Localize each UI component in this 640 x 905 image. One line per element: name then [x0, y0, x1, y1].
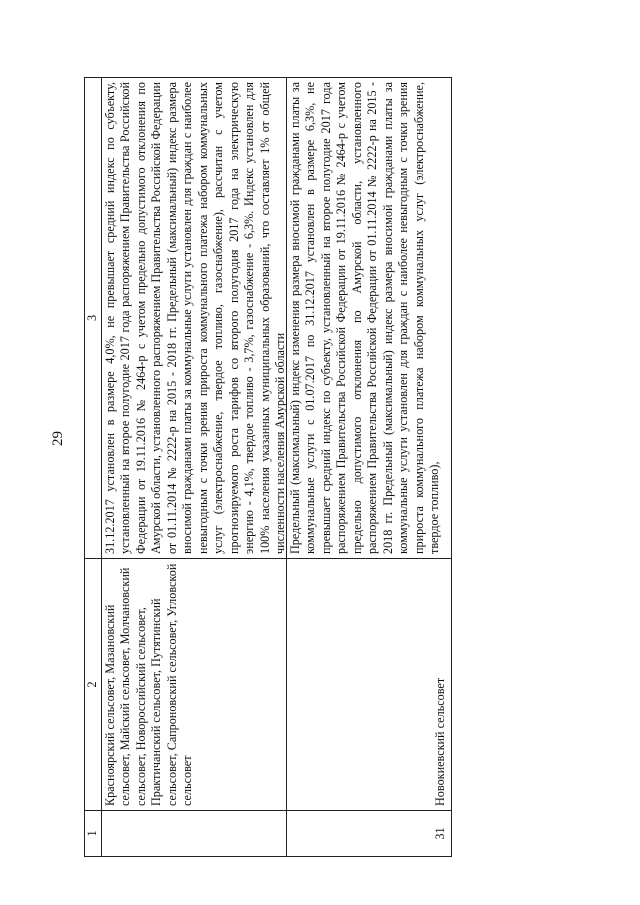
- index-description: [101, 78, 286, 559]
- settlement-names: Красноярский сельсовет, Мазановский сельсовет, Майский сельсовет, Молчановский сельсовет, Новороссийский сельсовет, Практичанский сельсовет, Путятинский сельсовет, Сапроновский сельсовет, Угловской сельсовет: [101, 559, 286, 811]
- indices-table: [84, 77, 452, 857]
- row-number: 31: [286, 811, 451, 857]
- index-description-text: Предельный (максимальный) индекс изменения размера вносимой гражданами платы за коммунальные услуги с 01.07.2017 по 31.12.2017 установлен в размере 6,3%, не превышает средний индекс по субъекту, установленный на второе полугодие 2017 года распоряжением Правительства Российской Федерации от 19.11.2016 № 2464-р с учетом предельно допустимого отклонения по Амурской области, установленного распоряжением Правительства Российской Федерации от 01.11.2014 № 2222-р на 2015 - 2018 гг. Предельный (максимальный) индекс размера вносимой гражданами платы за коммунальные услуги установлен для граждан с наиболее невыгодным с точки зрения прироста коммунального платежа набором коммунальных услуг (электроснабжение, твердое топливо),: [287, 82, 441, 554]
- row-number: [101, 811, 286, 857]
- index-description: [286, 78, 451, 559]
- table-header-row: [85, 78, 102, 857]
- table-row: [101, 78, 286, 857]
- header-col-3: 3: [85, 78, 102, 559]
- page-number: 29: [50, 431, 66, 446]
- settlement-names: Новокиевский сельсовет: [286, 559, 451, 811]
- index-description-text: 31.12.2017 установлен в размере 4,0%, не превышает средний индекс по субъекту, установленный на второе полугодие 2017 года распоряжением Правительства Российской Федерации от 19.11.2016 № 2464-р с учетом предельно допустимого отклонения по Амурской области, установленного распоряжением Правительства Российской Федерации от 01.11.2014 № 2222-р на 2015 - 2018 гг. Предельный (максимальный) индекс размера вносимой гражданами платы за коммунальные услуги установлен для граждан с наиболее невыгодным с точки зрения прироста коммунального платежа набором коммунальных услуг (электроснабжение, твердое топливо, газоснабжение), рассчитан с учетом прогнозируемого роста тарифов со второго полугодия 2017 года на электрическую энергию - 4,1%, твердое топливо - 3,7%, газоснабжение - 6,3%. Индекс установлен для 100% населения указанных муниципальных образований, что составляет 1% от общей численности населения Амурской области: [102, 82, 287, 554]
- rotated-table-container: [84, 77, 544, 857]
- header-col-2: 2: [85, 559, 102, 811]
- header-col-1: 1: [85, 811, 102, 857]
- table-row: [286, 78, 451, 857]
